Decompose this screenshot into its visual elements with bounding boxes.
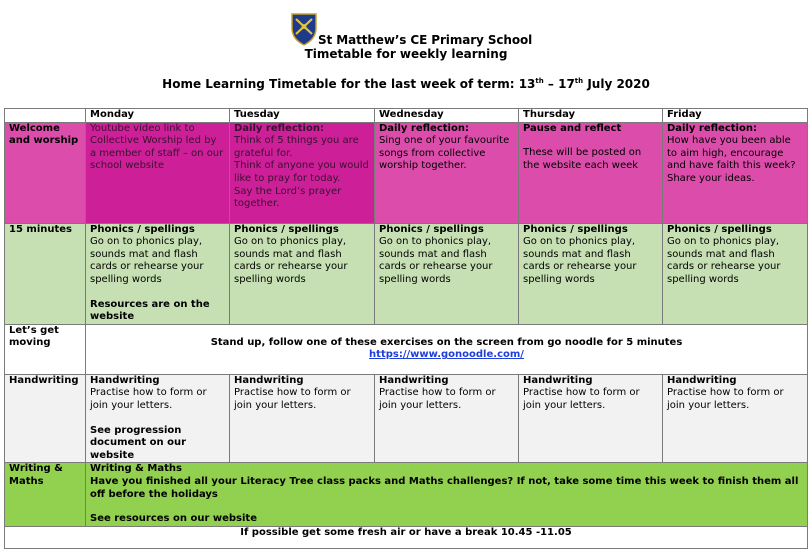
handwriting-head: Handwriting (90, 374, 160, 386)
handwriting-row (5, 374, 808, 463)
phonics-text: Go on to phonics play, sounds mat and flash cards or rehearse your spelling words (90, 236, 204, 285)
title-suffix: July 2020 (583, 77, 650, 91)
writing-text: Have you finished all your Literacy Tree class packs and Maths challenges? If not, take some time this week to finish them all off before the holidays (90, 475, 799, 500)
title-ordinal-1: th (535, 77, 544, 85)
handwriting-monday-extra: See progression document on our website (90, 424, 187, 461)
moving-row (5, 324, 808, 374)
worship-thursday-text: These will be posted on the website each week (523, 147, 642, 171)
title-prefix: Home Learning Timetable for the last week of term: 13 (162, 77, 536, 91)
phonics-row (5, 223, 808, 324)
handwriting-text: Practise how to form or join your letters. (379, 387, 496, 411)
worship-tuesday-line-3: Say the Lord’s prayer together. (234, 185, 342, 210)
phonics-monday-extra: Resources are on the website (90, 298, 210, 323)
day-header-tuesday: Tuesday (230, 109, 375, 123)
row-label-moving: Let’s get moving (5, 324, 86, 374)
handwriting-head: Handwriting (667, 374, 737, 386)
phonics-text: Go on to phonics play, sounds mat and flash cards or rehearse your spelling words (234, 236, 348, 285)
handwriting-wednesday (375, 374, 519, 463)
phonics-head: Phonics / spellings (523, 223, 628, 235)
worship-tuesday-line-1: Think of 5 things you are grateful for. (234, 135, 359, 159)
row-label-writing: Writing & Maths (5, 463, 86, 526)
worship-tuesday (230, 122, 375, 223)
moving-activity (86, 324, 808, 374)
handwriting-friday (663, 374, 808, 463)
gonoodle-link[interactable]: https://www.gonoodle.com/ (369, 349, 524, 361)
writing-activity (86, 463, 808, 526)
handwriting-tuesday (230, 374, 375, 463)
worship-tuesday-head: Daily reflection: (234, 122, 324, 134)
phonics-text: Go on to phonics play, sounds mat and flash cards or rehearse your spelling words (379, 236, 493, 285)
phonics-thursday (519, 223, 663, 324)
worship-wednesday (375, 122, 519, 223)
worship-monday: Youtube video link to Collective Worship led by a member of staff – on our school website (86, 122, 230, 223)
corner-cell (5, 109, 86, 123)
handwriting-thursday (519, 374, 663, 463)
phonics-head: Phonics / spellings (667, 223, 772, 235)
worship-wednesday-head: Daily reflection: (379, 122, 469, 134)
handwriting-text: Practise how to form or join your letters. (234, 387, 351, 411)
phonics-head: Phonics / spellings (90, 223, 195, 235)
page-title (0, 77, 812, 91)
document-subtitle: Timetable for weekly learning (304, 47, 508, 61)
day-header-thursday: Thursday (519, 109, 663, 123)
worship-tuesday-line-2: Think of anyone you would like to pray for today. (234, 160, 369, 184)
day-header-friday: Friday (663, 109, 808, 123)
school-crest-icon (290, 12, 318, 46)
phonics-friday (663, 223, 808, 324)
day-header-wednesday: Wednesday (375, 109, 519, 123)
worship-thursday-head: Pause and reflect (523, 122, 622, 134)
worship-row (5, 122, 808, 223)
timetable (4, 108, 808, 549)
document-header (0, 0, 812, 98)
worship-friday-text: How have you been able to aim high, encourage and have faith this week? Share your ideas. (667, 135, 796, 184)
phonics-text: Go on to phonics play, sounds mat and flash cards or rehearse your spelling words (523, 236, 637, 285)
handwriting-head: Handwriting (234, 374, 304, 386)
worship-friday-head: Daily reflection: (667, 122, 757, 134)
title-ordinal-2: th (574, 77, 584, 85)
title-mid: – 17 (543, 77, 575, 91)
moving-text: Stand up, follow one of these exercises on the screen from go noodle for 5 minutes (210, 336, 683, 348)
handwriting-text: Practise how to form or join your letters. (523, 387, 640, 411)
handwriting-head: Handwriting (523, 374, 593, 386)
break-notice: If possible get some fresh air or have a break 10.45 -11.05 (5, 526, 808, 548)
row-label-phonics: 15 minutes (5, 223, 86, 324)
handwriting-head: Handwriting (379, 374, 449, 386)
phonics-tuesday (230, 223, 375, 324)
phonics-head: Phonics / spellings (234, 223, 339, 235)
worship-wednesday-text: Sing one of your favourite songs from collective worship together. (379, 135, 510, 172)
day-header-monday: Monday (86, 109, 230, 123)
break-row (5, 526, 808, 548)
worship-friday (663, 122, 808, 223)
worship-thursday (519, 122, 663, 223)
handwriting-monday (86, 374, 230, 463)
row-label-worship: Welcome and worship (5, 122, 86, 223)
school-name: St Matthew’s CE Primary School (318, 33, 533, 47)
days-header-row (5, 109, 808, 123)
writing-extra: See resources on our website (90, 513, 257, 525)
phonics-head: Phonics / spellings (379, 223, 484, 235)
writing-row (5, 463, 808, 526)
handwriting-text: Practise how to form or join your letters. (90, 387, 207, 411)
writing-head: Writing & Maths (90, 463, 182, 475)
row-label-handwriting: Handwriting (5, 374, 86, 463)
phonics-monday (86, 223, 230, 324)
phonics-wednesday (375, 223, 519, 324)
phonics-text: Go on to phonics play, sounds mat and flash cards or rehearse your spelling words (667, 236, 781, 285)
handwriting-text: Practise how to form or join your letters. (667, 387, 784, 411)
